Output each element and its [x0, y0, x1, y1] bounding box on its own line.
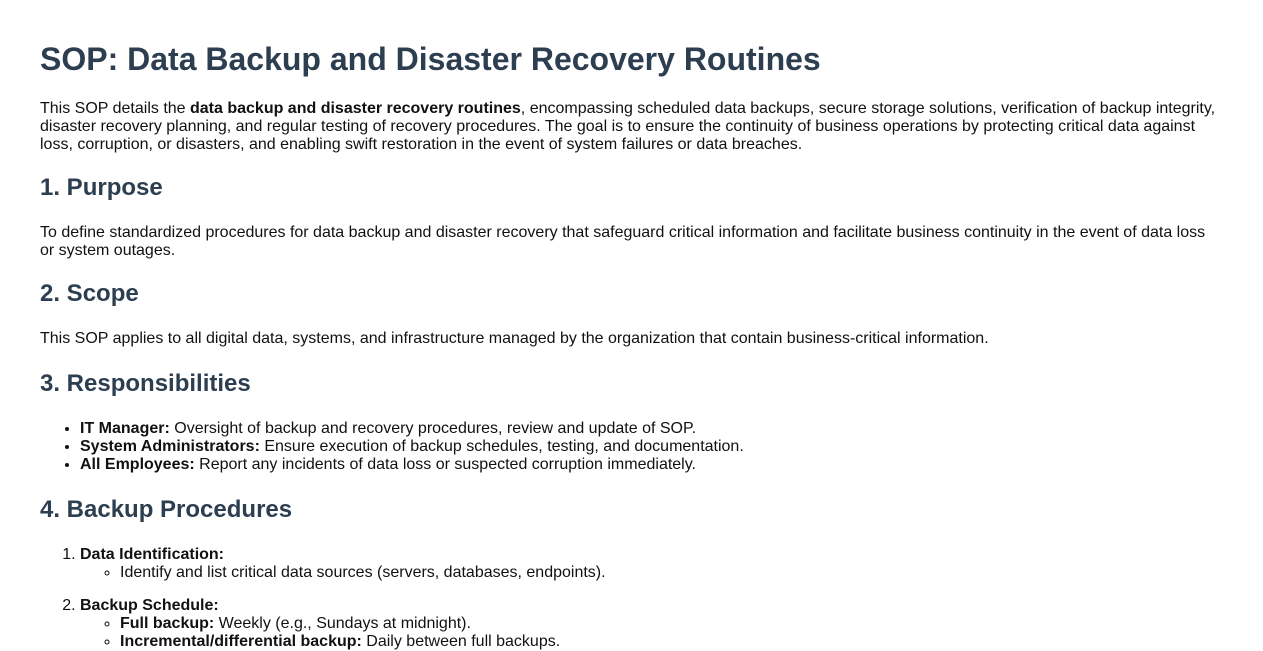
list-item [120, 615, 1223, 633]
role-description: Oversight of backup and recovery procedures, review and update of SOP. [169, 420, 697, 437]
sub-item-label: Full backup: [120, 615, 215, 632]
list-item [80, 438, 1223, 456]
role-description: Ensure execution of backup schedules, testing, and documentation. [259, 438, 744, 455]
backup-step [80, 546, 1223, 582]
role-label: All Employees: [80, 456, 195, 473]
step-sublist [80, 615, 1223, 651]
scope-paragraph: This SOP applies to all digital data, systems, and infrastructure managed by the organization that contain business-critical information. [40, 330, 989, 347]
backup-procedures-heading: 4. Backup Procedures [40, 496, 293, 523]
intro-lead: This SOP details the [40, 100, 190, 117]
sub-item-text: Identify and list critical data sources (servers, databases, endpoints). [120, 564, 606, 581]
list-item [80, 456, 1223, 474]
role-label: System Administrators: [80, 438, 260, 455]
responsibilities-heading: 3. Responsibilities [40, 370, 251, 397]
purpose-heading: 1. Purpose [40, 174, 163, 201]
list-item [120, 633, 1223, 651]
sub-item-text: Daily between full backups. [361, 633, 561, 650]
step-title: Data Identification: [80, 546, 225, 563]
backup-steps-list [40, 546, 1223, 651]
intro-bold: data backup and disaster recovery routines [190, 100, 521, 117]
purpose-paragraph: To define standardized procedures for data backup and disaster recovery that safeguard critical information and facilitate business continuity in the event of data loss or system outages. [40, 224, 1206, 259]
list-item [80, 420, 1223, 438]
step-title: Backup Schedule: [80, 597, 219, 614]
sub-item-label: Incremental/differential backup: [120, 633, 362, 650]
role-label: IT Manager: [80, 420, 170, 437]
step-sublist [80, 564, 1223, 582]
list-item [120, 564, 1223, 582]
intro-paragraph [40, 100, 1223, 154]
role-description: Report any incidents of data loss or suspected corruption immediately. [194, 456, 696, 473]
scope-heading: 2. Scope [40, 280, 139, 307]
intro-rest: , encompassing scheduled data backups, secure storage solutions, verification of backup integrity, disaster recovery planning, and regular testing of recovery procedures. The goal is to ensure the continuity of business operations by protecting critical data against loss, corruption, or disasters, and enabling swift restoration in the event of system failures or data breaches. [40, 100, 1216, 153]
page-title: SOP: Data Backup and Disaster Recovery Routines [40, 41, 821, 77]
sub-item-text: Weekly (e.g., Sundays at midnight). [214, 615, 471, 632]
backup-step [80, 597, 1223, 651]
responsibilities-list [40, 420, 1223, 474]
